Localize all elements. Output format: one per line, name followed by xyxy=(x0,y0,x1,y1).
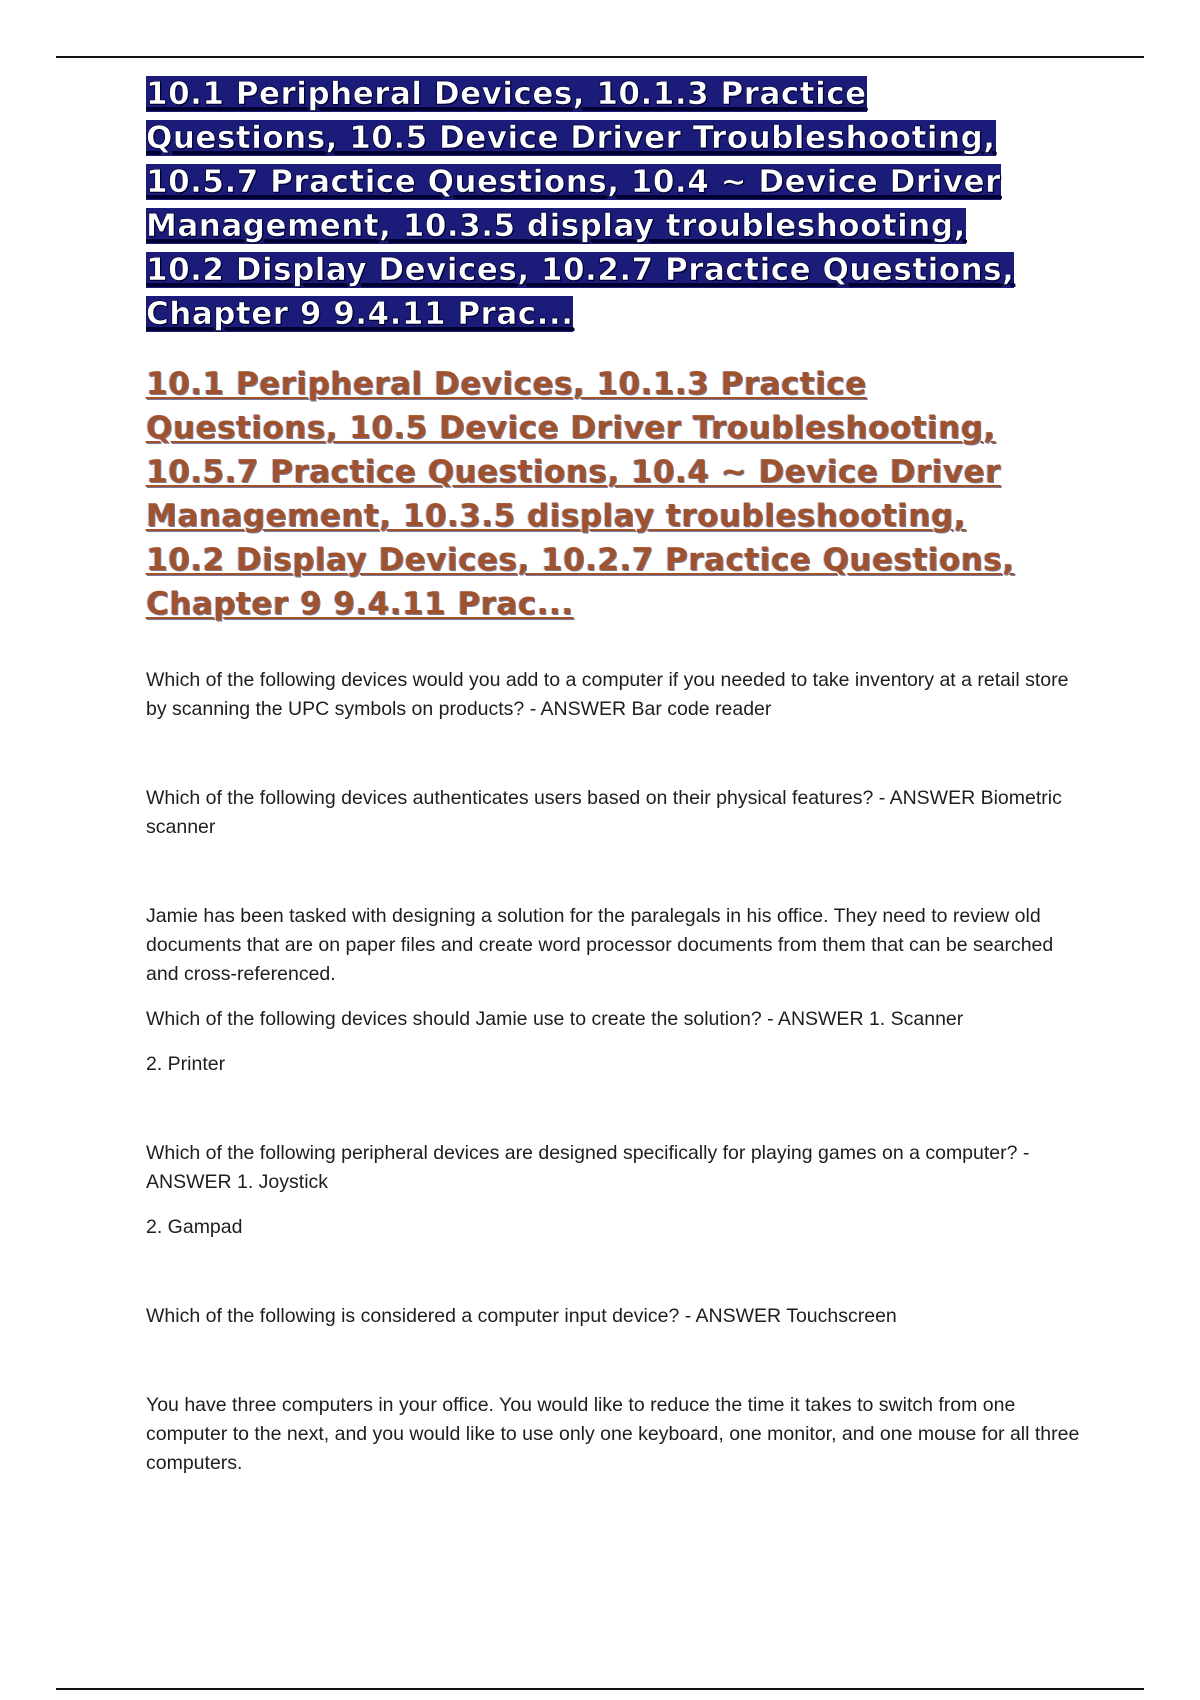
qa-list xyxy=(146,666,1086,1478)
answer-extra: 2. Gampad xyxy=(146,1216,243,1238)
answer-extra: 2. Printer xyxy=(146,1053,226,1075)
qa-item-6 xyxy=(146,1391,1086,1478)
title-highlighted-text[interactable]: 10.1 Peripheral Devices, 10.1.3 Practice Questions, 10.5 Device Driver Troubleshooting, 10.5.7 Practice Questions, 10.4 ~ Device Driver Management, 10.3.5 display troubleshooting, 10.2 Display Devices, 10.2.7 Practice Questions, Chapter 9 9.4.11 Prac... xyxy=(146,76,1015,332)
qa-item-5 xyxy=(146,1302,1086,1331)
qa-item-1 xyxy=(146,666,1086,724)
qa-item-2 xyxy=(146,784,1086,842)
document-body xyxy=(146,72,1086,1478)
question-text: You have three computers in your office. You would like to reduce the time it takes to switch from one computer to the next, and you would like to use only one keyboard, one monitor, and one mouse for all three computers. xyxy=(146,1394,1080,1474)
question-text: Which of the following devices should Jamie use to create the solution? - ANSWER 1. Scanner xyxy=(146,1008,964,1030)
qa-item-4 xyxy=(146,1139,1086,1242)
document-title-highlighted[interactable] xyxy=(146,72,1046,336)
qa-item-3 xyxy=(146,902,1086,1079)
question-text: Which of the following devices would you add to a computer if you needed to take inventory at a retail store by scanning the UPC symbols on products? - ANSWER Bar code reader xyxy=(146,669,1069,720)
question-text: Which of the following devices authenticates users based on their physical features? - ANSWER Biometric scanner xyxy=(146,787,1062,838)
question-context: Jamie has been tasked with designing a solution for the paralegals in his office. They need to review old documents that are on paper files and create word processor documents from them that can be searched and cross-referenced. xyxy=(146,905,1054,985)
document-title-link[interactable]: 10.1 Peripheral Devices, 10.1.3 Practice Questions, 10.5 Device Driver Troubleshooting, 10.5.7 Practice Questions, 10.4 ~ Device Driver Management, 10.3.5 display troubleshooting, 10.2 Display Devices, 10.2.7 Practice Questions, Chapter 9 9.4.11 Prac... xyxy=(146,366,1015,622)
question-text: Which of the following is considered a computer input device? - ANSWER Touchscreen xyxy=(146,1305,897,1327)
top-rule xyxy=(56,56,1144,58)
question-text: Which of the following peripheral devices are designed specifically for playing games on a computer? - ANSWER 1. Joystick xyxy=(146,1142,1030,1193)
bottom-rule xyxy=(56,1688,1144,1690)
